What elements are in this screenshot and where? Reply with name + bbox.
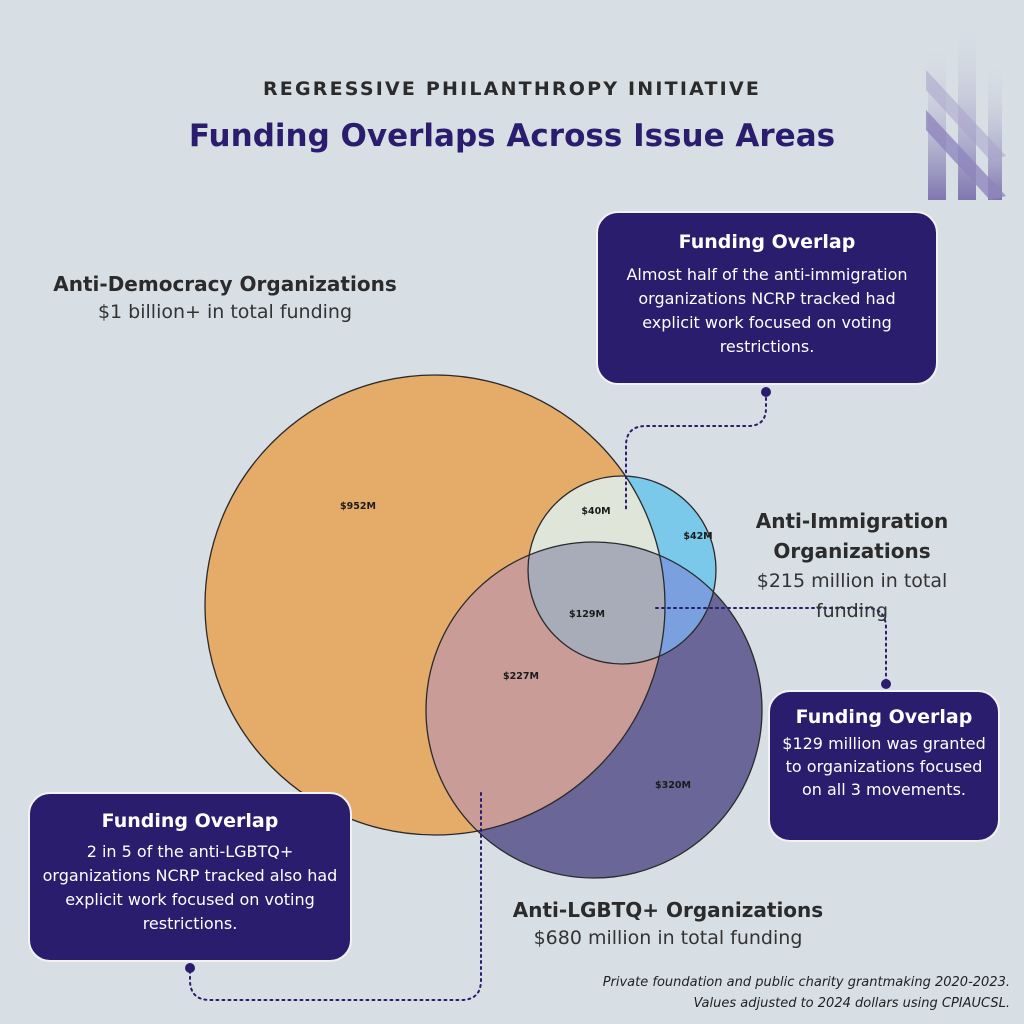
callout-all-three-overlap [768, 690, 1000, 842]
callout-body: $129 million was granted to organizations focused on all 3 movements. [782, 734, 986, 799]
footnote-line-2: Values adjusted to 2024 dollars using CPIAUCSL. [693, 996, 1010, 1011]
page-title: Funding Overlaps Across Issue Areas [188, 118, 836, 154]
anti-lgbtq-label [498, 896, 838, 952]
callout-body: Almost half of the anti-immigration organizations NCRP tracked had explicit work focused on voting restrictions. [626, 265, 908, 356]
anti-lgbtq-total: $680 million in total funding [533, 927, 803, 949]
region-label-lgbtq-only: $320M [655, 780, 691, 791]
anti-democracy-name: Anti-Democracy Organizations [53, 272, 397, 296]
initiative-kicker: REGRESSIVE PHILANTHROPY INITIATIVE [262, 78, 762, 100]
callout-title: Funding Overlap [101, 810, 279, 832]
anti-democracy-total: $1 billion+ in total funding [97, 301, 353, 323]
source-footnote [603, 972, 1010, 1014]
connector-dot-left [185, 963, 195, 973]
region-label-democracy-lgbtq: $227M [503, 671, 539, 682]
callout-lgbtq-overlap [28, 792, 352, 962]
callout-title: Funding Overlap [678, 231, 856, 253]
callout-title: Funding Overlap [795, 706, 973, 728]
callout-body: 2 in 5 of the anti-LGBTQ+ organizations NCRP tracked also had explicit work focused on voting restrictions. [42, 842, 338, 933]
region-label-democracy-only: $952M [340, 501, 376, 512]
callout-immigration-overlap [596, 211, 938, 385]
anti-immigration-name-line2: Organizations [773, 539, 931, 563]
anti-lgbtq-name: Anti-LGBTQ+ Organizations [512, 898, 824, 922]
footnote-line-1: Private foundation and public charity grantmaking 2020-2023. [602, 975, 1010, 990]
anti-immigration-name-line1: Anti-Immigration [755, 509, 949, 533]
connector-dot-right [881, 679, 891, 689]
anti-democracy-label [20, 270, 430, 326]
region-label-democracy-immigration: $40M [581, 506, 611, 517]
connector-dot-top [761, 387, 771, 397]
logo-mark [926, 20, 1006, 200]
region-label-immigration-only: $42M [683, 531, 713, 542]
region-label-all-three: $129M [569, 609, 605, 620]
anti-immigration-label [722, 506, 982, 626]
anti-immigration-total: $215 million in total funding [756, 570, 948, 622]
